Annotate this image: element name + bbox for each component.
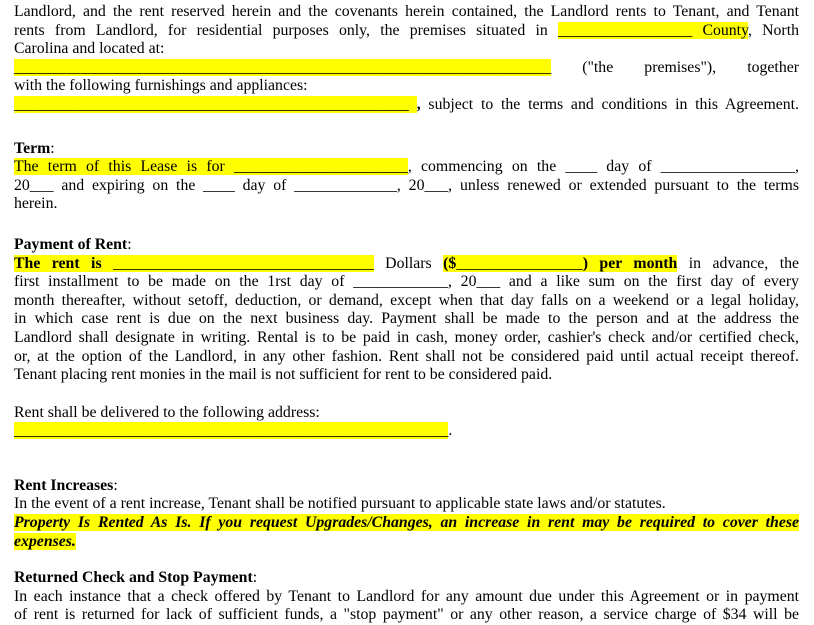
payment-line-7 [14, 366, 799, 385]
intro-line-1 [14, 3, 799, 22]
term-section [14, 140, 799, 214]
payment-text-1: in advance, the [677, 254, 799, 272]
payment-dollars-text: Dollars [373, 254, 444, 272]
delivery-section [14, 404, 799, 441]
payment-text-5: Landlord shall designate in writing. Rental is to be paid in cash, money order, cashier's check and/or certified check, [14, 328, 799, 346]
returned-text-2: of rent is returned for lack of sufficient funds, a "stop payment" or any other reason, a service charge of $34 will be [14, 606, 799, 624]
returned-line-2 [14, 606, 799, 625]
term-heading-line [14, 140, 799, 159]
payment-line-2 [14, 273, 799, 292]
term-length-blank-field[interactable]: The term of this Lease is for ______________________ [14, 158, 408, 176]
intro-line-2 [14, 22, 799, 41]
as-is-notice-text-2: expenses. [14, 532, 76, 550]
term-text-3: herein. [14, 195, 58, 213]
delivery-line-2 [14, 422, 799, 441]
payment-per-month-label: ) per month [582, 254, 678, 272]
intro-line-4 [14, 59, 799, 78]
payment-section [14, 236, 799, 385]
increases-notice-line-2 [14, 533, 799, 552]
intro-paragraph [14, 3, 799, 115]
payment-heading-line [14, 236, 799, 255]
returned-heading-colon: : [252, 569, 258, 587]
payment-text-4: in which case rent is due on the next business day. Payment shall be made to the person and at the address the [14, 310, 799, 328]
increases-heading-colon: : [113, 476, 118, 494]
as-is-notice-text-1: Property Is Rented As Is. If you request Upgrades/Changes, an increase in rent may be required to cover these [14, 514, 799, 532]
intro-line-5 [14, 77, 799, 96]
county-blank-field[interactable]: _________________ [557, 21, 703, 39]
term-line-2 [14, 177, 799, 196]
term-line-1 [14, 158, 799, 177]
intro-text-4: ("the premises"), together [551, 58, 799, 76]
increases-notice-line-1 [14, 514, 799, 533]
rent-amount-words-blank-field[interactable]: _________________________________ [113, 254, 374, 272]
rent-amount-numeric-blank-field[interactable]: ________________ [456, 254, 583, 272]
intro-text-2: rents from Landlord, for residential purposes only, the premises situated in [14, 21, 558, 39]
payment-line-3 [14, 292, 799, 311]
increases-heading-line [14, 477, 799, 496]
premises-address-blank-field[interactable]: ____________________________________________________________________ [14, 58, 552, 76]
returned-text-1: In each instance that a check offered by Tenant to Landlord for any amount due under this Agreement or in payment [14, 587, 799, 605]
payment-line-6 [14, 348, 799, 367]
payment-heading-colon: : [127, 235, 132, 253]
intro-text-5: with the following furnishings and appliances: [14, 77, 308, 95]
delivery-period: . [448, 422, 453, 440]
term-text-1: , commencing on the ____ day of _________________, [407, 158, 799, 176]
rent-increases-section [14, 477, 799, 551]
rent-amount-label: The rent is [14, 254, 114, 272]
delivery-line-1 [14, 404, 799, 423]
payment-line-1 [14, 255, 799, 274]
increases-line-1 [14, 495, 799, 514]
term-heading: Term [14, 139, 51, 157]
payment-text-3: month thereafter, without setoff, deduction, or demand, except when that day falls on a weekend or a legal holiday, [14, 291, 799, 309]
term-text-2: 20___ and expiring on the ____ day of _____________, 20___, unless renewed or extended pursuant to the terms [14, 176, 799, 194]
furnishings-blank-field[interactable]: __________________________________________________ [14, 95, 417, 113]
intro-text-1: Landlord, and the rent reserved herein and the covenants herein contained, the Landlord rents to Tenant, and Tenant [14, 3, 799, 20]
increases-heading: Rent Increases [14, 476, 114, 494]
county-label: County [702, 21, 748, 39]
returned-heading-line [14, 569, 799, 588]
payment-text-7: Tenant placing rent monies in the mail is not sufficient for rent to be considered paid. [14, 366, 553, 384]
increases-text-1: In the event of a rent increase, Tenant shall be notified pursuant to applicable state laws and/or statutes. [14, 495, 666, 513]
payment-line-4 [14, 310, 799, 329]
intro-text-6: subject to the terms and conditions in this Agreement. [420, 95, 799, 113]
returned-check-section [14, 569, 799, 625]
intro-line-6 [14, 96, 799, 115]
payment-line-5 [14, 329, 799, 348]
term-line-3 [14, 195, 799, 214]
payment-open-paren: ($ [443, 254, 457, 272]
intro-line-3 [14, 40, 799, 59]
returned-line-1 [14, 588, 799, 607]
returned-heading: Returned Check and Stop Payment [14, 569, 253, 587]
intro-bold-comma: , [416, 95, 421, 113]
payment-heading: Payment of Rent [14, 235, 128, 253]
delivery-text-1: Rent shall be delivered to the following address: [14, 403, 320, 421]
payment-text-2: first installment to be made on the 1rst day of ____________, 20___ and a like sum on the first day of every [14, 273, 799, 291]
term-heading-colon: : [50, 139, 55, 157]
payment-text-6: or, at the option of the Landlord, in any other fashion. Rent shall not be considered paid until actual receipt thereof. [14, 347, 799, 365]
intro-text-3: Carolina and located at: [14, 40, 165, 58]
delivery-address-blank-field[interactable]: _______________________________________________________ [14, 422, 449, 440]
intro-text-2b: , North [747, 21, 799, 39]
